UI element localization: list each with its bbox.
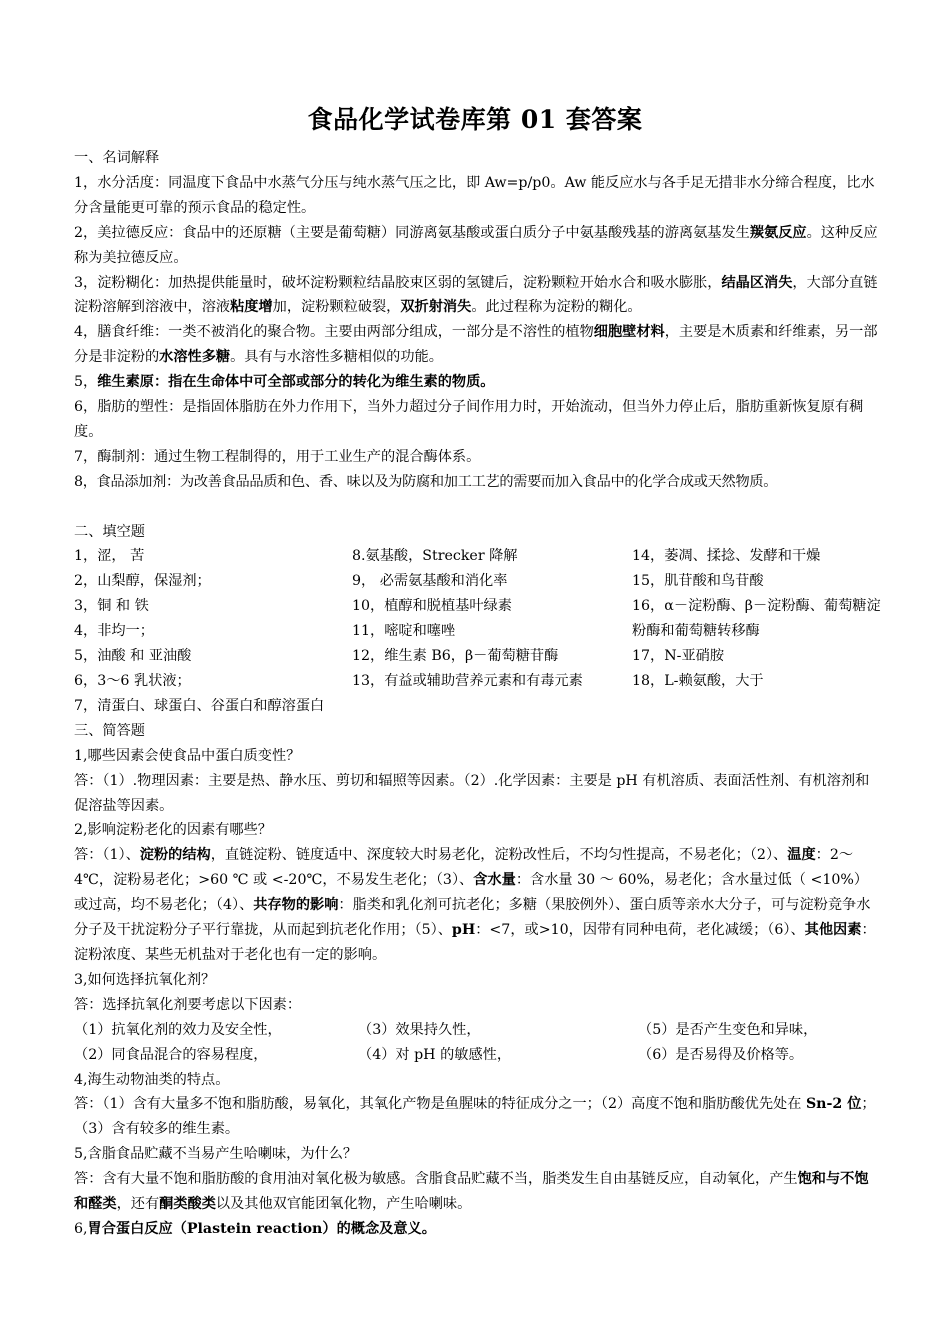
factor-column-2 [358,1018,638,1068]
answer: 答：含有大量不饱和脂肪酸的食用油对氧化极为敏感。含脂食品贮藏不当，脂类发生自由基链反应，自动氧化，产生饱和与不饱和醛类，还有酮类酸类以及其他双官能团氧化物，产生哈喇味。 [74,1171,869,1213]
answer: 答：（1）含有大量多不饱和脂肪酸，易氧化，其氧化产物是鱼腥味的特征成分之一；（2）高度不饱和脂肪酸优先处在 Sn-2 位； （3）含有较多的维生素。 [74,1096,876,1138]
factor-item: （4）对 pH 的敏感性， [358,1046,512,1063]
factor-item: （6）是否易得及价格等。 [638,1046,804,1063]
answer-item: 18，L-赖氨酸，大于 [632,673,764,690]
definition-item: 1，水分活度：同温度下食品中水蒸气分压与纯水蒸气压之比，即 Aw=p/p0。Aw 能反应水与各手足无措非水分缔合程度，比水分含量能更可靠的预示食品的稳定性。 [74,174,875,216]
answer-item: 15，肌苷酸和鸟苷酸 [632,573,764,590]
definition-item: 7，酶制剂：通过生物工程制得的，用于工业生产的混合酶体系。 [74,448,481,465]
answer-item: 2，山梨醇，保湿剂； [74,573,211,590]
answer-item: 9， 必需氨基酸和消化率 [352,573,508,590]
question: 2,影响淀粉老化的因素有哪些？ [74,822,272,839]
definition-item: 8，食品添加剂：为改善食品品质和色、香、味以及为防腐和加工工艺的需要而加入食品中的化学合成或天然物质。 [74,473,778,490]
factor-item: （3）效果持久性， [358,1021,481,1038]
answer: 答：选择抗氧化剂要考虑以下因素： [74,996,302,1013]
fill-blank-answers [74,544,882,718]
antioxidant-factors [74,1018,882,1068]
answer-item: 16，α－淀粉酶、β－淀粉酶、葡萄糖淀粉酶和葡萄糖转移酶 [632,598,881,640]
question: 3,如何选择抗氧化剂？ [74,971,216,988]
answer-item: 5，油酸 和 亚油酸 [74,648,192,665]
answer-column-3 [632,544,882,718]
answer: 答：（1）、淀粉的结构，直链淀粉、链度适中、深度较大时易老化，淀粉改性后，不均匀性提高，不易老化；（2）、温度：2～4℃，淀粉易老化；>60 ℃ 或 <-20℃，不易发生老化；（3）、含水量：含水量 30 ～ 60%，易老化；含水量过低（ <10%）或过高，均不易老化；（4）、共存物的影响：脂类和乳化剂可抗老化；多糖（果胶例外）、蛋白质等亲水大分子，可与淀粉竞争水分子及干扰淀粉分子平行靠拢，从而起到抗老化作用；（5）、pH：<7，或>10，因带有同种电荷，老化减缓；（6）、其他因素：淀粉浓度、某些无机盐对于老化也有一定的影响。 [74,847,876,963]
document-title: 食品化学试卷库第 01 套答案 [307,105,643,134]
answer-item: 6，3～6 乳状液； [74,673,191,690]
answer-item: 4，非均一； [74,623,154,640]
section-heading-short-answer: 三、简答题 [74,722,145,739]
question: 1,哪些因素会使食品中蛋白质变性？ [74,747,301,764]
factor-item: （1）抗氧化剂的效力及安全性， [74,1021,282,1038]
definition-item: 6，脂肪的塑性：是指固体脂肪在外力作用下，当外力超过分子间作用力时，开始流动，但当外力停止后，脂肪重新恢复原有稠度。 [74,399,864,440]
answer-item: 1，涩， 苦 [74,548,145,565]
factor-item: （2）同食品混合的容易程度， [74,1046,268,1063]
answer-column-1 [74,544,352,718]
question: 4,海生动物油类的特点。 [74,1071,230,1088]
answer: 答：（1）.物理因素：主要是热、静水压、剪切和辐照等因素。（2）.化学因素：主要是 pH 有机溶质、表面活性剂、有机溶剂和促溶盐等因素。 [74,772,870,814]
answer-item: 13，有益或辅助营养元素和有毒元素 [352,673,583,690]
answer-item: 17，N-亚硝胺 [632,648,725,665]
answer-item: 3，铜 和 铁 [74,598,149,615]
section-heading-definitions: 一、名词解释 [74,150,160,166]
answer-item: 12，维生素 B6，β－葡萄糖苷酶 [352,648,559,665]
definition-item: 3，淀粉糊化：加热提供能量时，破坏淀粉颗粒结晶胶束区弱的氢键后，淀粉颗粒开始水合和吸水膨胀，结晶区消失，大部分直链淀粉溶解到溶液中，溶液粘度增加，淀粉颗粒破裂，双折射消失。此过程称为淀粉的糊化。 [74,274,878,316]
spacer [74,495,882,520]
question: 5,含脂食品贮藏不当易产生哈喇味，为什么？ [74,1146,358,1163]
factor-column-3 [638,1018,882,1068]
answer-column-2 [352,544,632,718]
answer-item: 7，清蛋白、球蛋白、谷蛋白和醇溶蛋白 [74,697,325,714]
answer-item: 11，嘧啶和噻唑 [352,623,456,640]
factor-column-1 [74,1018,358,1068]
answer-item: 14，萎凋、揉捻、发酵和干燥 [632,548,821,565]
definition-item: 5，维生素原：指在生命体中可全部或部分的转化为维生素的物质。 [74,374,495,391]
factor-item: （5）是否产生变色和异味， [638,1021,818,1038]
definition-item: 2，美拉德反应：食品中的还原糖（主要是葡萄糖）同游离氨基酸或蛋白质分子中氨基酸残基的游离氨基发生羰氨反应。这种反应称为美拉德反应。 [74,224,878,266]
definition-item: 4，膳食纤维：一类不被消化的聚合物。主要由两部分组成，一部分是不溶性的植物细胞壁材料，主要是木质素和纤维素，另一部分是非淀粉的水溶性多糖。具有与水溶性多糖相似的功能。 [74,324,878,366]
section-heading-fill-blank: 二、填空题 [74,523,145,540]
question: 6,胃合蛋白反应（Plastein reaction）的概念及意义。 [74,1220,436,1237]
answer-item: 8.氨基酸，Strecker 降解 [352,548,518,565]
answer-item: 10，植醇和脱植基叶绿素 [352,598,512,615]
document-body [74,146,882,1242]
